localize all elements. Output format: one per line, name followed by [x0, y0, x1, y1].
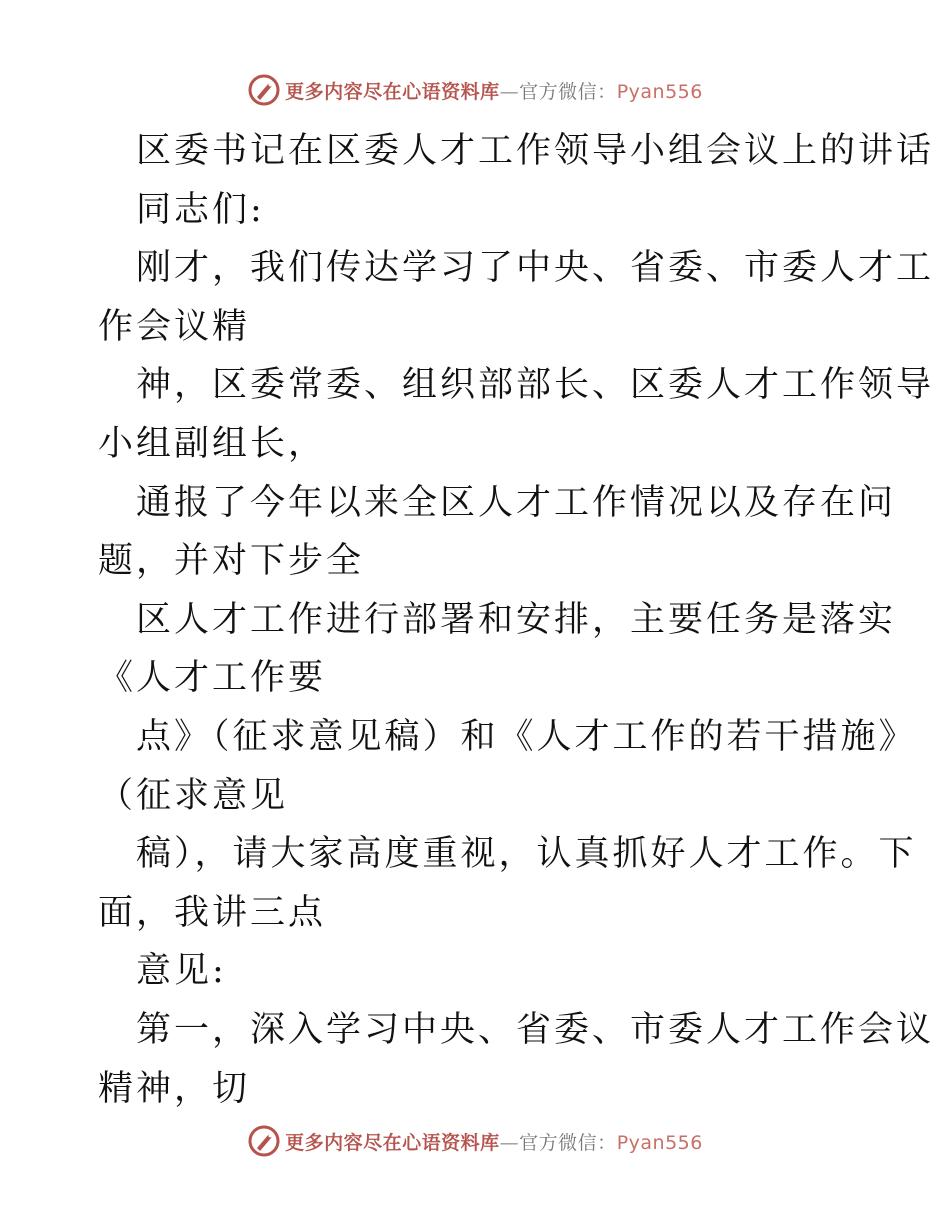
text-line: 第一，深入学习中央、省委、市委人才工作会议	[136, 1009, 935, 1050]
text-line: 通报了今年以来全区人才工作情况以及存在问	[136, 482, 897, 523]
watermark-account: Pyan556	[616, 80, 703, 103]
document-title: 区委书记在区委人才工作领导小组会议上的讲话	[136, 131, 935, 171]
text-line: 点》（征求意见稿）和《人才工作的若干措施》	[136, 716, 917, 757]
watermark-footer	[0, 1121, 950, 1161]
pen-nib-logo-icon	[247, 73, 281, 107]
pen-nib-logo-icon	[247, 1124, 281, 1158]
text-line: 作会议精	[98, 306, 251, 347]
watermark-label: 官方微信：	[519, 80, 617, 103]
text-line: 神，区委常委、组织部部长、区委人才工作领导	[136, 365, 935, 406]
text-line: 稿），请大家高度重视，认真抓好人才工作。下	[136, 834, 917, 875]
text-line: （征求意见	[98, 775, 289, 816]
watermark-separator: —	[499, 80, 520, 103]
watermark-text	[285, 1128, 703, 1155]
watermark-label: 官方微信：	[519, 1131, 617, 1154]
document-body	[98, 122, 935, 1118]
watermark-header	[0, 70, 950, 110]
watermark-brand: 更多内容尽在心语资料库	[285, 1131, 500, 1154]
text-line: 面，我讲三点	[98, 892, 327, 933]
text-line: 精神，切	[98, 1068, 251, 1109]
text-line: 刚才，我们传达学习了中央、省委、市委人才工	[136, 248, 935, 289]
watermark-brand: 更多内容尽在心语资料库	[285, 80, 500, 103]
text-line: 同志们:	[136, 189, 265, 230]
text-line: 区人才工作进行部署和安排，主要任务是落实	[136, 599, 897, 640]
watermark-account: Pyan556	[616, 1131, 703, 1154]
text-line: 小组副组长，	[98, 423, 327, 464]
watermark-text	[285, 77, 703, 104]
text-line: 《人才工作要	[98, 658, 327, 699]
text-line: 意见:	[136, 951, 227, 992]
text-line: 题，并对下步全	[98, 541, 365, 582]
watermark-separator: —	[499, 1131, 520, 1154]
